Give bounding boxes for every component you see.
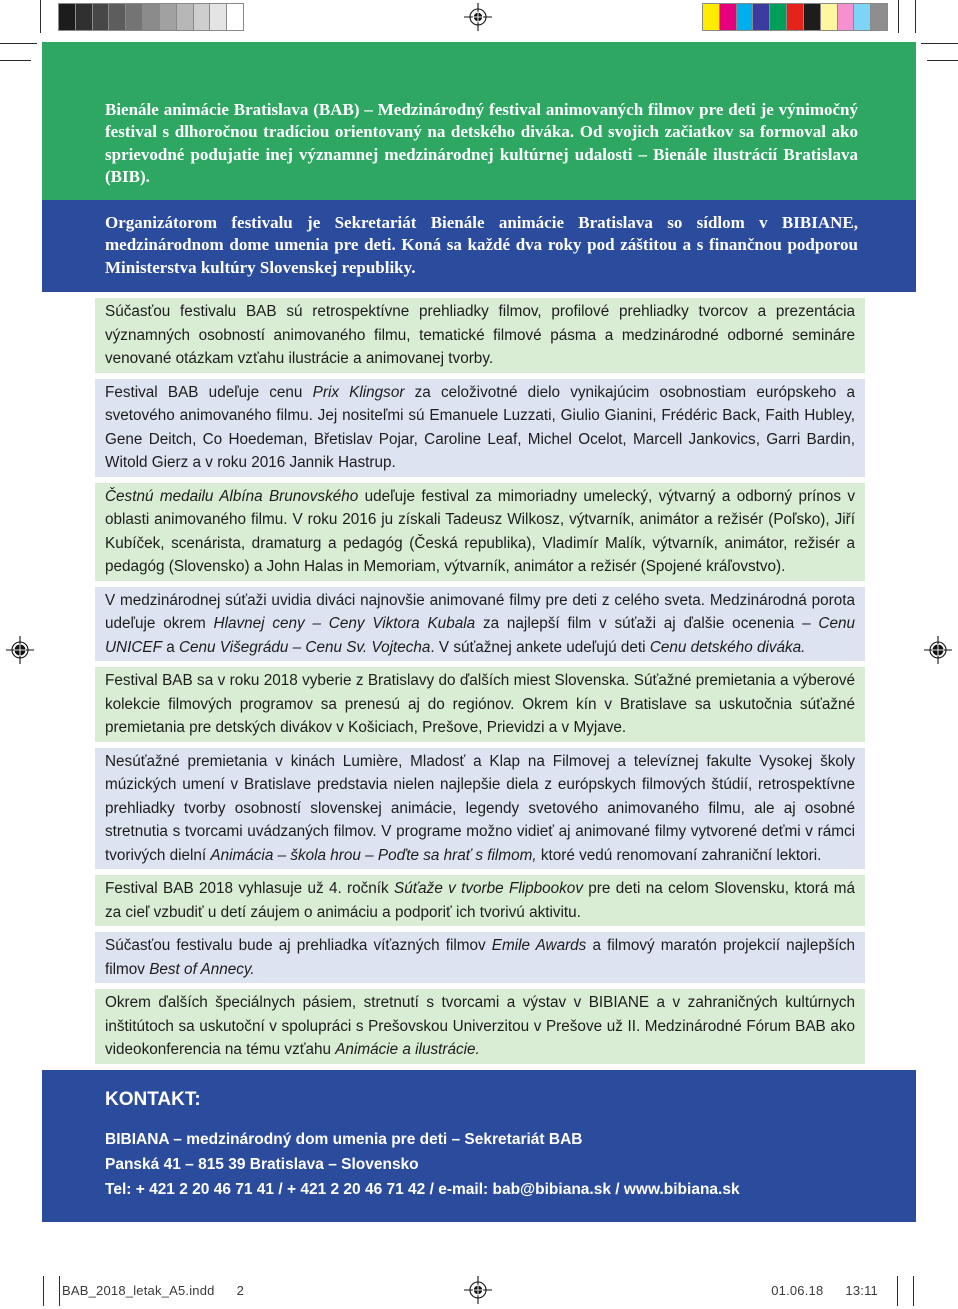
registration-mark-top-icon xyxy=(464,3,492,31)
text-segment: Nesúťažné premietania v kinách Lumière, Mladosť a Klap na Filmovej a televíznej fakulte Vysokej školy múzických umení v Bratislave predstavia nielen najlepšie diela z európskych filmových štúdií, retrospektívne prehliadky tvorby osobností slovenskej animácie, legendy svetového animovaného filmu, ale aj osobné stretnutia s tvorcami uvádzaných filmov. V programe možno vidieť aj animované filmy vytvorené deťmi v rámci tvorivých dielní xyxy=(105,752,855,864)
text-segment: Festival BAB 2018 vyhlasuje už 4. ročník xyxy=(105,880,395,898)
text-segment: a xyxy=(161,638,179,656)
color-swatch xyxy=(93,4,110,30)
paragraph-block xyxy=(95,932,865,983)
paragraph-block xyxy=(95,298,865,373)
registration-mark-bottom-icon xyxy=(464,1276,492,1304)
paragraph-block xyxy=(95,483,865,581)
crop-mark xyxy=(913,1276,914,1306)
cmyk-color-calibration-bar xyxy=(702,3,888,31)
text-segment: za najlepší film v súťaži aj ďalšie ocenenia – xyxy=(475,615,819,633)
color-swatch xyxy=(227,4,243,30)
paragraph-block xyxy=(95,748,865,870)
italic-text-segment: Hlavnej ceny – Ceny Viktora Kubala xyxy=(213,615,476,633)
italic-text-segment: Animácie a ilustrácie. xyxy=(335,1041,480,1059)
italic-text-segment: Čestnú medailu Albína Brunovského xyxy=(105,487,359,505)
color-swatch xyxy=(703,4,720,30)
color-swatch xyxy=(126,4,143,30)
italic-text-segment: Súťaže v tvorbe Flipbookov xyxy=(394,880,583,898)
grayscale-calibration-bar xyxy=(58,3,244,31)
text-segment: a filmový maratón projekcií najlepších filmov xyxy=(105,937,856,978)
crop-mark xyxy=(897,1276,898,1306)
footer-slug-right xyxy=(771,1283,878,1298)
footer-page-number: 2 xyxy=(236,1283,245,1298)
footer-date: 01.06.18 xyxy=(771,1283,824,1298)
color-swatch xyxy=(804,4,821,30)
contact-section xyxy=(42,1070,916,1222)
color-swatch xyxy=(177,4,194,30)
color-swatch xyxy=(770,4,787,30)
crop-mark xyxy=(898,0,899,33)
crop-mark xyxy=(921,43,958,44)
color-swatch xyxy=(838,4,855,30)
color-swatch xyxy=(737,4,754,30)
registration-mark-right-icon xyxy=(924,636,952,664)
text-segment: Festival BAB sa v roku 2018 vyberie z Bratislavy do ďalších miest Slovenska. Súťažné premietania a výberové kolekcie filmových programov sa prenesú aj do regiónov. Okrem kín v Bratislave sa uskutočnia súťažné premietania pre detských divákov v Košiciach, Prešove, Prievidzi a v Myjave. xyxy=(105,672,855,737)
crop-mark xyxy=(59,1276,60,1306)
color-swatch xyxy=(821,4,838,30)
color-swatch xyxy=(59,4,76,30)
color-swatch xyxy=(109,4,126,30)
text-segment: Okrem ďalších špeciálnych pásiem, stretnutí s tvorcami a výstav v BIBIANE a v zahraničných kultúrnych inštitútoch sa uskutoční v spolupráci s Prešovskou Univerzitou v Prešove už II. Medzinárodné Fórum BAB ako videokonferencia na tému vzťahu xyxy=(105,994,855,1059)
paragraph-block xyxy=(95,667,865,742)
text-segment: Festival BAB udeľuje cenu xyxy=(105,383,313,401)
paragraph-blocks xyxy=(95,298,865,1064)
footer-time: 13:11 xyxy=(845,1283,878,1298)
color-swatch xyxy=(753,4,770,30)
text-segment: ktoré vedú renomovaní zahraniční lektori. xyxy=(536,846,822,864)
color-swatch xyxy=(160,4,177,30)
italic-text-segment: Emile Awards xyxy=(491,937,587,955)
text-segment: . V súťažnej ankete udeľujú deti xyxy=(430,638,650,656)
color-swatch xyxy=(787,4,804,30)
footer-filename: BAB_2018_letak_A5.indd xyxy=(62,1283,215,1298)
color-swatch xyxy=(143,4,160,30)
paragraph-block xyxy=(95,875,865,926)
crop-mark xyxy=(0,60,31,61)
text-segment: pre deti na celom Slovensku, ktorá má za cieľ vzbudiť u detí záujem o animáciu a podporiť ich tvorivú aktivitu. xyxy=(105,880,855,921)
italic-text-segment: Animácia – škola hrou – Poďte sa hrať s filmom, xyxy=(210,846,537,864)
contact-heading: KONTAKT: xyxy=(105,1088,201,1110)
color-swatch xyxy=(76,4,93,30)
italic-text-segment: Best of Annecy. xyxy=(149,960,255,978)
crop-mark xyxy=(43,1276,44,1306)
italic-text-segment: Cenu UNICEF xyxy=(105,615,855,656)
footer-slug-left xyxy=(62,1283,244,1298)
contact-line: Panská 41 – 815 39 Bratislava – Slovensko xyxy=(105,1155,419,1173)
color-swatch xyxy=(194,4,211,30)
contact-line: BIBIANA – medzinárodný dom umenia pre deti – Sekretariát BAB xyxy=(105,1130,583,1148)
text-segment: Súčasťou festivalu BAB sú retrospektívne prehliadky filmov, profilové prehliadky tvorcov a prezentácia významných osobností animovaného filmu, tematické filmové pásma a medzinárodné odborné semináre venované otázkam vzťahu ilustrácie a animovanej tvorby. xyxy=(105,303,855,368)
crop-mark xyxy=(0,43,37,44)
registration-mark-left-icon xyxy=(6,636,34,664)
leaflet-content xyxy=(42,42,916,1222)
color-swatch xyxy=(854,4,871,30)
intro-banner: Bienále animácie Bratislava (BAB) – Medzinárodný festival animovaných filmov pre deti je výnimočný festival s dlhoročnou tradíciou orientovaný na detského diváka. Od svojich začiatkov sa formoval ako sprievodné podujatie inej významnej medzinárodnej kultúrnej udalosti – Bienále ilustrácií Bratislava (BIB). xyxy=(42,42,916,200)
italic-text-segment: Prix Klingsor xyxy=(312,383,405,401)
paragraph-block xyxy=(95,379,865,477)
contact-line: Tel: + 421 2 20 46 71 41 / + 421 2 20 46 71 42 / e-mail: bab@bibiana.sk / www.bibiana.sk xyxy=(105,1180,740,1198)
italic-text-segment: Cenu Višegrádu – Cenu Sv. Vojtecha xyxy=(178,638,431,656)
color-swatch xyxy=(871,4,887,30)
italic-text-segment: Cenu detského diváka. xyxy=(649,638,806,656)
paragraph-block xyxy=(95,587,865,662)
text-segment: za celoživotné dielo vynikajúcim osobnostiam európskeho a svetového animovaného filmu. Jej nositeľmi sú Emanuele Luzzati, Giulio Gianini, Frédéric Back, Faith Hubley, Gene Deitch, Co Hoedeman, Břetislav Pojar, Caroline Leaf, Michel Ocelot, Marcell Jankovics, Garri Bardin, Witold Gierz a v roku 2016 Jannik Hastrup. xyxy=(105,383,855,472)
organizer-banner: Organizátorom festivalu je Sekretariát Bienále animácie Bratislava so sídlom v BIBIANE, medzinárodnom dome umenia pre deti. Koná sa každé dva roky pod záštitou a s finančnou podporou Ministerstva kultúry Slovenskej republiky. xyxy=(42,200,916,292)
text-segment: Súčasťou festivalu bude aj prehliadka víťazných filmov xyxy=(105,937,492,955)
crop-mark xyxy=(927,60,958,61)
crop-mark xyxy=(915,0,916,33)
crop-mark xyxy=(40,0,41,33)
color-swatch xyxy=(210,4,227,30)
paragraph-block xyxy=(95,989,865,1064)
text-segment: udeľuje festival za mimoriadny umelecký, výtvarný a odborný prínos v oblasti animovaného filmu. V roku 2016 ju získali Tadeusz Wilkosz, výtvarník, animátor a režisér (Poľsko), Jiří Kubíček, scenárista, dramaturg a pedagóg (Česká republika), Vladimír Malík, výtvarník, animátor, režisér a pedagóg (Slovensko) a John Halas in Memoriam, výtvarník, animátor a režisér (Spojené kráľovstvo). xyxy=(105,487,855,576)
color-swatch xyxy=(720,4,737,30)
text-segment: V medzinárodnej súťaži uvidia diváci najnovšie animované filmy pre deti z celého sveta. Medzinárodná porota udeľuje okrem xyxy=(105,591,855,633)
